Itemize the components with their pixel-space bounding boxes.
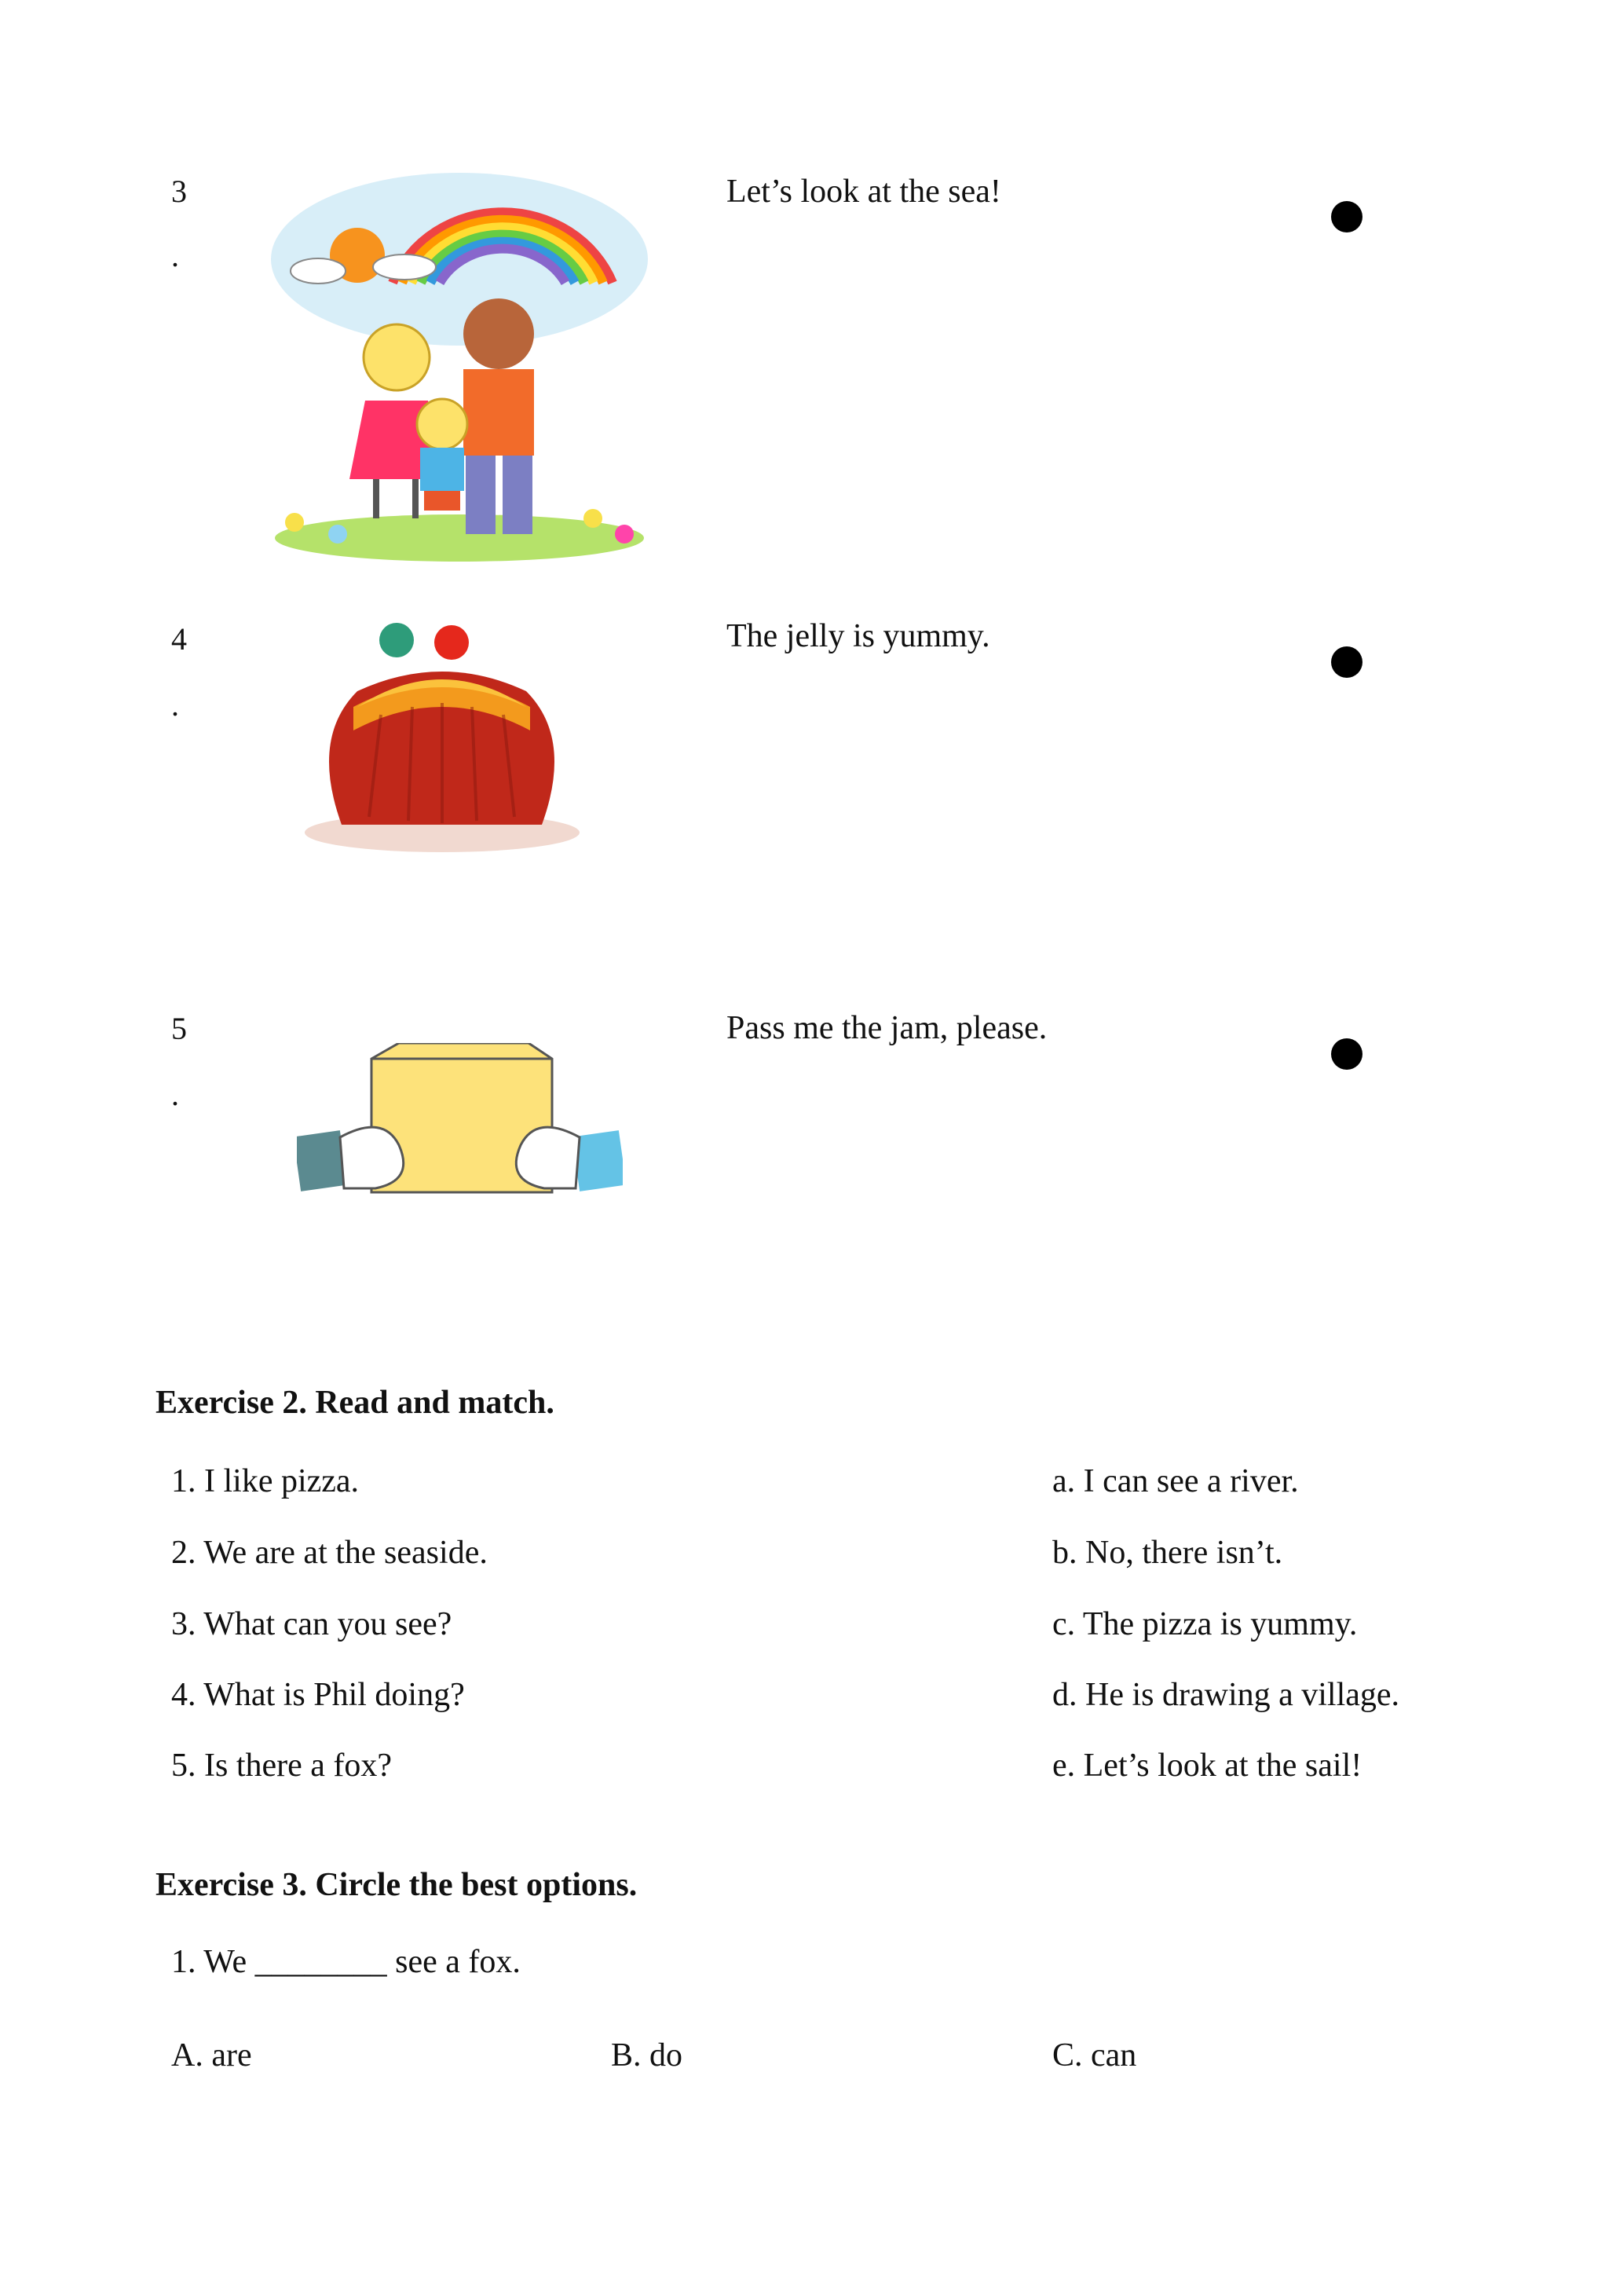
match-dot[interactable] xyxy=(1331,1038,1362,1070)
question-item: 1. We ________ see a fox. xyxy=(171,1944,521,1980)
question-item: 1. I like pizza. xyxy=(171,1463,360,1499)
item-sentence: Let’s look at the sea! xyxy=(726,174,1001,210)
answer-item: a. I can see a river. xyxy=(1052,1463,1299,1499)
answer-item: c. The pizza is yummy. xyxy=(1052,1606,1358,1642)
item-sentence: The jelly is yummy. xyxy=(726,618,990,654)
item-period: . xyxy=(171,238,179,273)
question-item: 3. What can you see? xyxy=(171,1606,452,1642)
answer-item: e. Let’s look at the sail! xyxy=(1052,1748,1362,1784)
jelly-picture xyxy=(294,620,589,856)
question-item: 5. Is there a fox? xyxy=(171,1748,393,1784)
item-period: . xyxy=(171,1077,179,1112)
answer-item: d. He is drawing a village. xyxy=(1052,1677,1400,1713)
question-item: 2. We are at the seaside. xyxy=(171,1535,488,1571)
exercise2-title: Exercise 2. Read and match. xyxy=(155,1385,554,1421)
item-number: 5 xyxy=(171,1011,187,1046)
option-a[interactable]: A. are xyxy=(171,2037,252,2074)
pass-box-picture xyxy=(297,1043,623,1208)
family-rainbow-picture xyxy=(263,165,656,566)
option-b[interactable]: B. do xyxy=(611,2037,683,2074)
item-number: 4 xyxy=(171,621,187,657)
item-number: 3 xyxy=(171,174,187,209)
item-period: . xyxy=(171,687,179,723)
match-dot[interactable] xyxy=(1331,201,1362,232)
exercise3-title: Exercise 3. Circle the best options. xyxy=(155,1867,638,1903)
answer-item: b. No, there isn’t. xyxy=(1052,1535,1283,1571)
question-item: 4. What is Phil doing? xyxy=(171,1677,465,1713)
option-c[interactable]: C. can xyxy=(1052,2037,1137,2074)
item-sentence: Pass me the jam, please. xyxy=(726,1010,1048,1046)
match-dot[interactable] xyxy=(1331,646,1362,678)
